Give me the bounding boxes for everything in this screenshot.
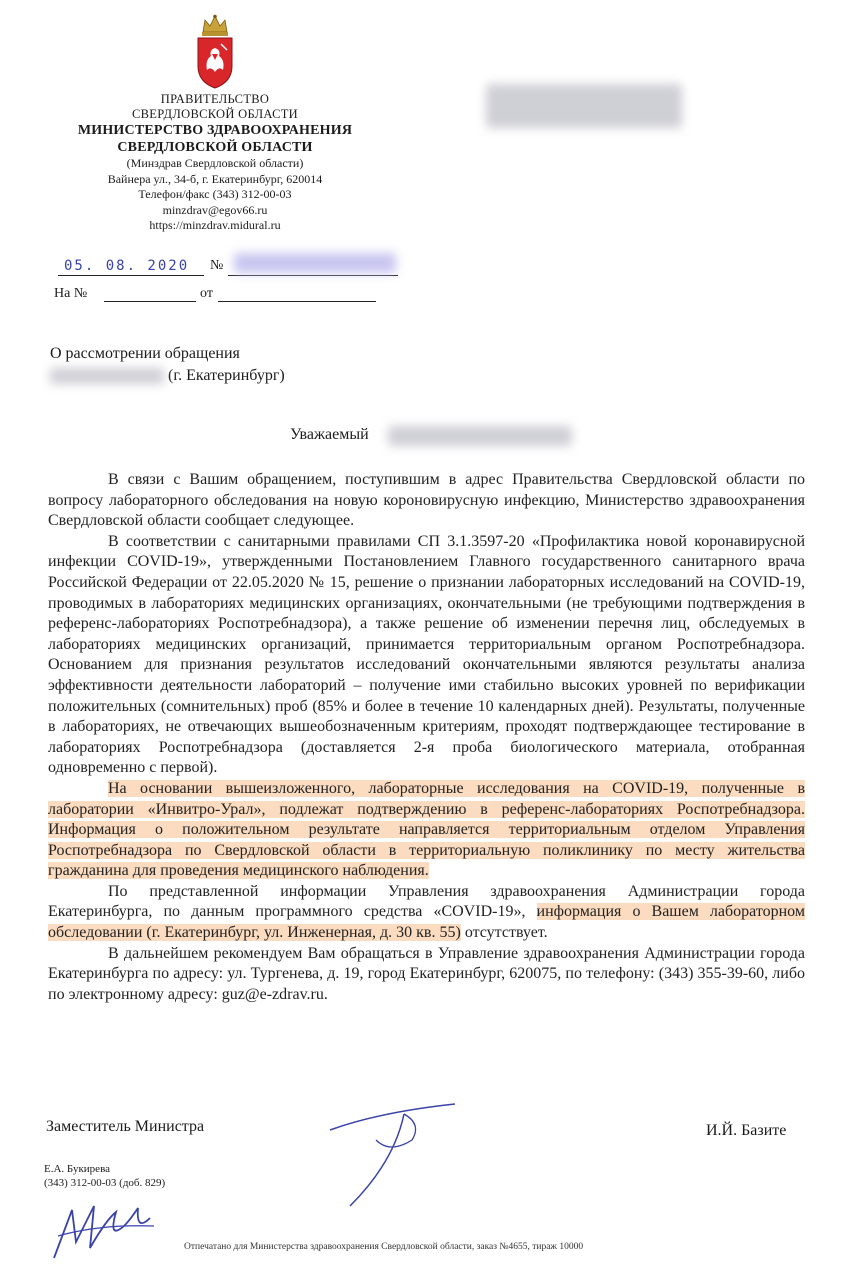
subject-line-2 <box>50 365 285 387</box>
subject-city: (г. Екатеринбург) <box>168 367 285 384</box>
paragraph-4-part-3: отсутствует. <box>464 924 548 942</box>
executor <box>44 1162 165 1190</box>
highlighted-paragraph-4: информация о Вашем лабораторном обследовании (г. Екатеринбург, ул. Инженерная, д. 30 кв. 55) <box>48 903 806 942</box>
redacted-recipient <box>486 84 682 128</box>
redacted-number <box>234 253 396 273</box>
coat-of-arms-icon <box>191 14 239 90</box>
ministry-address: Вайнера ул., 34-б, г. Екатеринбург, 620014 <box>107 171 323 186</box>
ministry-phone: Телефон/факс (343) 312-00-03 <box>138 187 292 201</box>
redacted-applicant <box>50 368 164 384</box>
greeting-word: Уважаемый <box>290 426 369 443</box>
executor-name: Е.А. Букирева <box>44 1163 110 1175</box>
paragraph-4-part-1: По представленной информации Управления здравоохранения Администрации города Екатеринбурга, по данным программного средства «COVID-19», <box>48 882 805 921</box>
redacted-addressee <box>388 426 572 446</box>
paragraph-4 <box>48 882 805 944</box>
registration-date: 05. 08. 2020 <box>64 258 190 274</box>
gov-line-1: ПРАВИТЕЛЬСТВО <box>160 92 270 106</box>
paragraph-3 <box>48 779 805 882</box>
ministry-short-name: (Минздрав Свердловской области) <box>126 156 304 170</box>
paragraph-2: В соответствии с санитарными правилами СП 3.1.3597-20 «Профилактика новой коронавирусной инфекции COVID-19», утвержденными Постановлением Главного государственного санитарного врача Российской Федерации от 22.05.2020 № 15, решение о признании лабораторных исследований на COVID-19, проводимых в лабораториях медицинских организациях, окончательными (не требующими подтверждения в референс-лабораториях Роспотребнадзора), а также решение об изменении перечня лиц, обследуемых в лабораториях медицинских организаций, принимается территориальным органом Роспотребнадзора. Основанием для признания результатов исследований окончательными являются результаты анализа эффективности деятельности лабораторий – получение ими стабильно высоких уровней по верификации положительных (сомнительных) проб (85% и более в течение 10 календарных дней). Результаты, полученные в лабораториях, не отвечающих вышеобозначенным критериям, проходят подтверждающее тестирование в лабораториях Роспотребнадзора (доставляется 2-я проба биологического материала, отобранная одновременно с первой). <box>48 532 805 777</box>
letter-body <box>48 470 805 1005</box>
subject <box>50 343 285 387</box>
ministry-line-1: МИНИСТЕРСТВО ЗДРАВООХРАНЕНИЯ <box>77 123 353 138</box>
executor-initials-scribble-icon <box>50 1196 160 1266</box>
from-label: от <box>200 286 213 301</box>
from-line <box>218 301 376 302</box>
paragraph-1: В связи с Вашим обращением, поступившим в адрес Правительства Свердловской области по вопросу лабораторного обследования на новую короновирусную инфекцию, Министерство здравоохранения Свердловской области сообщает следующее. <box>48 471 805 530</box>
ref-line <box>104 301 196 302</box>
greeting <box>290 426 369 444</box>
signer-role: Заместитель Министра <box>46 1118 205 1135</box>
signature-scribble-icon <box>320 1100 470 1210</box>
ministry-line-2: СВЕРДЛОВСКОЙ ОБЛАСТИ <box>117 140 313 155</box>
print-footer: Отпечатано для Министерства здравоохранения Свердловской области, заказ №4655, тираж 10000 <box>184 1242 584 1252</box>
date-line <box>58 275 204 276</box>
number-label: № <box>210 258 224 273</box>
signer-name: И.Й. Базите <box>706 1122 787 1139</box>
highlighted-paragraph-3: На основании вышеизложенного, лабораторные исследования на COVID-19, полученные в лаборатории «Инвитро-Урал», подлежат подтверждению в референс-лабораториях Роспотребнадзора. Информация о положительном результате направляется территориальным отделом Управления Роспотребнадзора по Свердловской области в территориальную поликлинику по месту жительства гражданина для проведения медицинского наблюдения. <box>48 779 805 880</box>
gov-line-2: СВЕРДЛОВСКОЙ ОБЛАСТИ <box>131 107 298 121</box>
letterhead <box>40 14 390 234</box>
paragraph-5: В дальнейшем рекомендуем Вам обращаться в Управление здравоохранения Администрации города Екатеринбурга по адресу: ул. Тургенева, д. 19, город Екатеринбург, 620075, по телефону: (343) 355-39-60, либо по электронному адресу: guz@e-zdrav.ru. <box>48 944 805 1003</box>
number-line <box>228 275 398 276</box>
executor-phone: (343) 312-00-03 (доб. 829) <box>44 1177 166 1189</box>
ministry-email: minzdrav@egov66.ru <box>162 202 268 217</box>
ref-label: На № <box>54 286 88 301</box>
subject-line-1: О рассмотрении обращения <box>50 345 240 362</box>
ministry-website: https://minzdrav.midural.ru <box>149 218 281 232</box>
